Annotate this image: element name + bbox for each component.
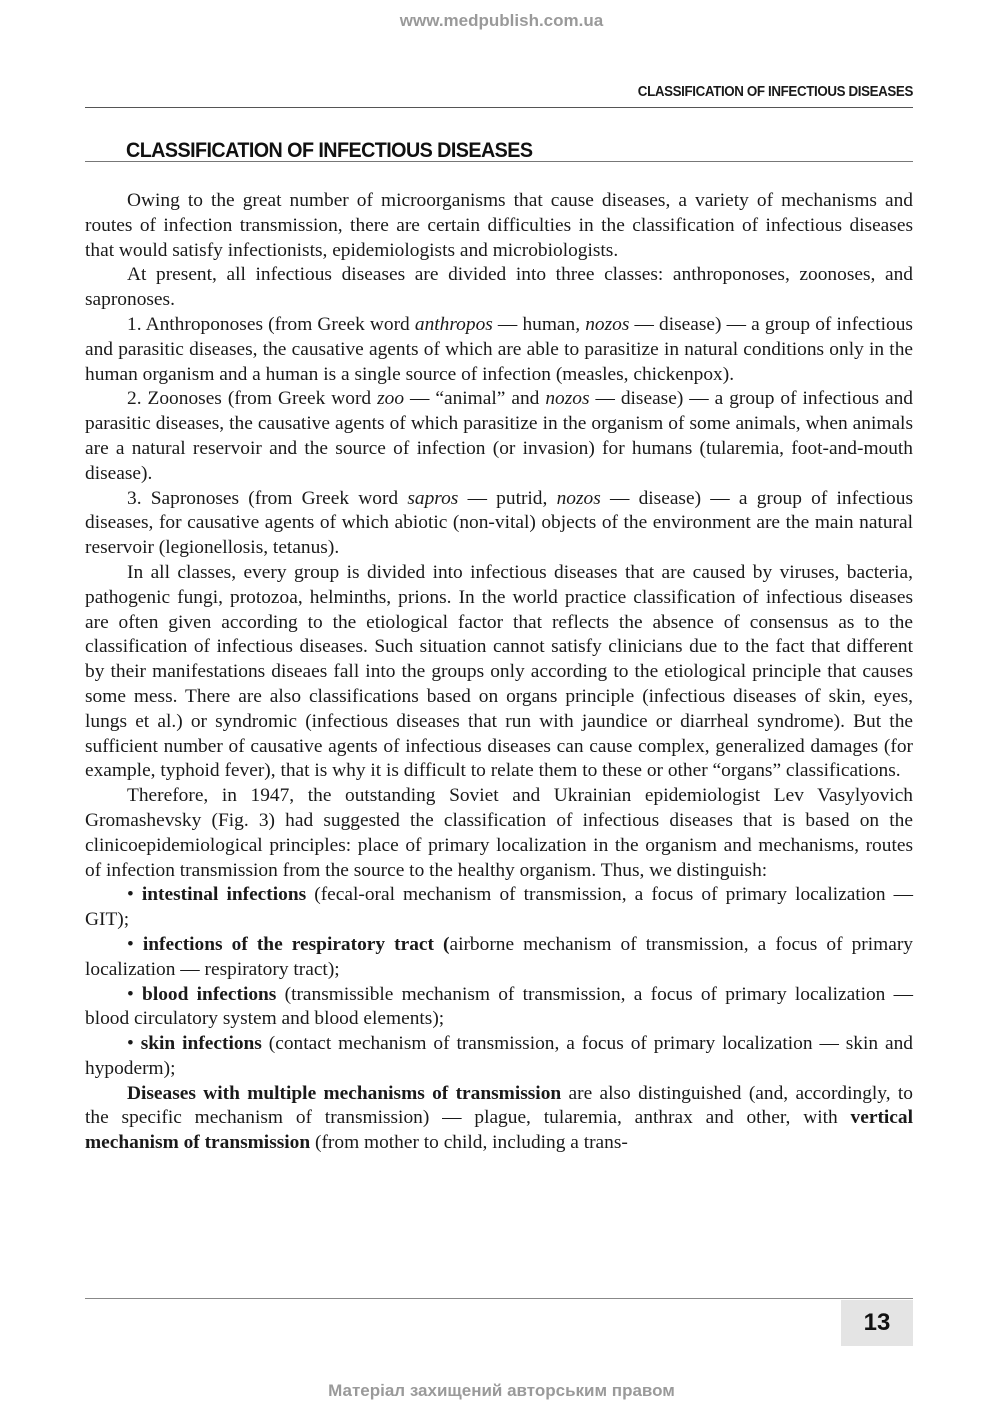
text-run: At present, all infectious diseases are divided into three classes: anthroponoses, zoonoses, and sapronoses. — [85, 264, 913, 311]
body-text — [85, 189, 913, 1156]
text-run: In all classes, every group is divided into infectious diseases that are caused by viruses, bacteria, pathogenic fungi, protozoa, helminths, prions. In the world practice classification of infectious diseases are often given according to the etiological factor that reflects the absence of consensus as to the classification of infectious diseases. Such situation cannot satisfy clinicians due to the fact that different by their manifestations diseaes fall into the groups only according to the etiological principle that causes some mess. There are also classifications based on organs principle (infectious diseases of skin, eyes, lungs et al.) or syndromic (infectious diseases that run with jaundice or diarrheal syndrome). But the sufficient number of causative agents of infectious diseases can cause complex, generalized damages (for example, typhoid fever), that is why it is difficult to relate them to these or other “organs” classifications. — [85, 561, 913, 782]
paragraph — [85, 1032, 913, 1082]
text-run: — disease) — a group of infectious and parasitic diseases, the causative agents of which are able to parasitize in natural conditions only in the human organism and a human is a single source of infection (measles, chickenpox). — [85, 313, 913, 385]
paragraph — [85, 983, 913, 1033]
watermark-top: www.medpublish.com.ua — [399, 11, 604, 30]
text-run: (contact mechanism of transmission, a focus of primary localization — skin and hypoderm); — [85, 1033, 914, 1079]
text-run: • — [127, 884, 142, 906]
italic-term: sapros — [407, 487, 459, 509]
italic-term: , — [575, 313, 581, 335]
footer-rule — [85, 1298, 913, 1299]
text-run: 2. Zoonoses (from Greek word — [127, 388, 378, 410]
title-rule — [85, 161, 913, 162]
watermark-bottom: Матеріал захищений авторським правом — [328, 1381, 675, 1400]
italic-term: nozos — [585, 313, 630, 335]
paragraph — [85, 933, 913, 983]
paragraph — [85, 883, 913, 933]
bold-term: skin infections — [140, 1033, 262, 1055]
text-run: (from mother to child, including a trans- — [310, 1132, 628, 1154]
text-run: (transmissible mechanism of transmission, a focus of primary localization — blood circulatory system and blood elements); — [85, 983, 913, 1030]
text-run: — “animal” and — [404, 388, 546, 410]
section-title: CLASSIFICATION OF INFECTIOUS DISEASES — [126, 139, 533, 162]
paragraph — [85, 313, 913, 387]
text-run: (fecal-oral mechanism of transmission, a focus of primary localization — GIT); — [85, 884, 913, 931]
italic-term: nozos — [556, 487, 601, 509]
paragraph — [85, 263, 913, 313]
paragraph — [85, 387, 913, 486]
text-run: • — [127, 983, 143, 1005]
text-run: 3. Sapronoses (from Greek word — [127, 487, 408, 509]
paragraph — [85, 487, 913, 561]
running-head: CLASSIFICATION OF INFECTIOUS DISEASES — [637, 84, 913, 100]
paragraph — [85, 784, 913, 883]
bold-term: infections of the respiratory tract ( — [142, 933, 450, 955]
text-run: 1. Anthroponoses (from Greek word — [127, 313, 415, 335]
text-run: • — [127, 933, 143, 955]
page-number: 13 — [863, 1309, 891, 1336]
italic-term: nozos — [545, 388, 590, 410]
header-rule — [85, 107, 913, 108]
paragraph — [85, 189, 913, 263]
text-run: — disease) — a group of infectious and parasitic diseases, the causative agents of which parasitize in the organism of some animals, when animals are a natural reservoir and the source of infection (or invasion) for humans (tularemia, foot-and-mouth disease). — [85, 388, 913, 484]
bold-term: vertical mechanism of transmission — [85, 1107, 913, 1154]
italic-term: anthropos — [414, 313, 493, 335]
page-number-box — [841, 1300, 913, 1346]
bold-term: intestinal infections — [141, 884, 307, 906]
text-run: — human — [492, 313, 576, 335]
text-run: are also distinguished (and, accordingly, to the specific mechanism of transmission) — plague, tularemia, anthrax and other, with — [85, 1082, 913, 1129]
text-run: — disease) — a group of infectious diseases, for causative agents of which abiotic (non-vital) objects of the environment are the main natural reservoir (legionellosis, tetanus). — [85, 487, 913, 559]
text-run: • — [127, 1033, 141, 1055]
bold-term: Diseases with multiple mechanisms of transmission — [127, 1082, 562, 1104]
italic-term: zoo — [377, 388, 405, 410]
paragraph — [85, 561, 913, 784]
paragraph — [85, 1082, 913, 1156]
text-run: airborne mechanism of transmission, a focus of primary localization — respiratory tract); — [85, 933, 913, 980]
text-run: Therefore, in 1947, the outstanding Soviet and Ukrainian epidemiologist Lev Vasylyovich Gromashevsky (Fig. 3) had suggested the classification of infectious diseases that is based on the clinicoepidemiological principles: place of primary localization in the organism and mechanisms, routes of infection transmission from the source to the healthy organism. Thus, we distinguish: — [85, 785, 913, 881]
bold-term: blood infections — [142, 983, 277, 1005]
text-run: — putrid, — [458, 487, 557, 509]
text-run: Owing to the great number of microorganisms that cause diseases, a variety of mechanisms and routes of infection transmission, there are certain difficulties in the classification of infectious diseases that would satisfy infectionists, epidemiologists and microbiologists. — [85, 190, 913, 261]
